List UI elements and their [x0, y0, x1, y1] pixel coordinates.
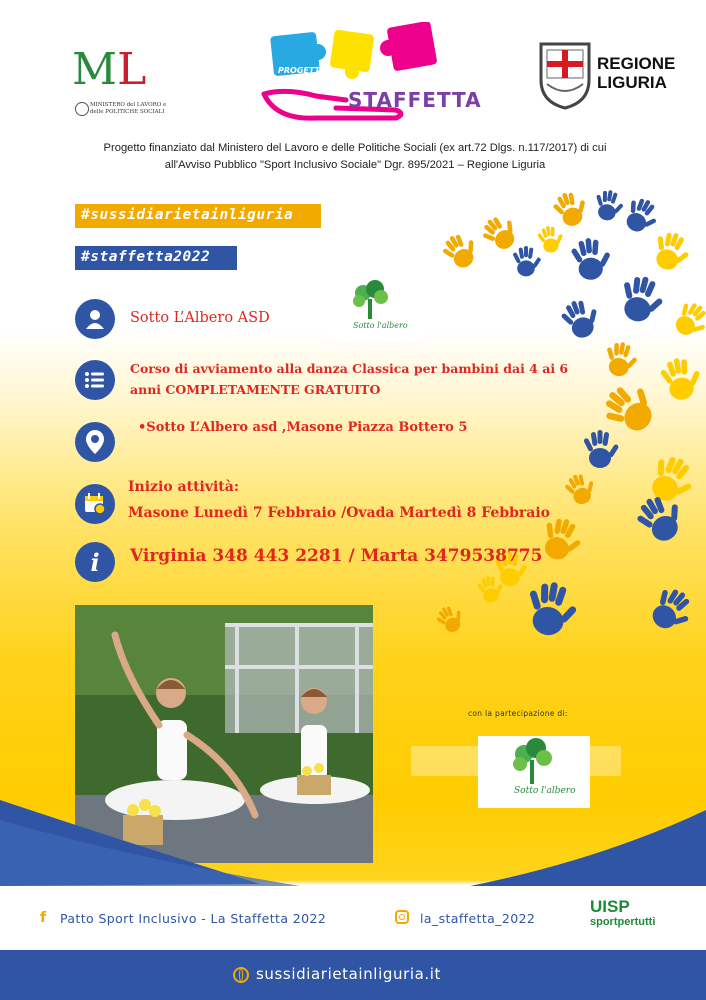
staffetta-logo — [256, 22, 482, 122]
hands-decoration — [430, 190, 706, 660]
association-name: Sotto L’Albero ASD — [130, 310, 270, 326]
intro-line-1: Progetto finanziato dal Ministero del Lavoro e delle Politiche Sociali (ex art.72 Dlgs. n.117/2017) di cui — [103, 142, 607, 154]
facebook-page-name[interactable]: Patto Sport Inclusivo - La Staffetta 2022 — [60, 911, 327, 926]
location-text: •Sotto L’Albero asd ,Masone Piazza Bottero 5 — [138, 420, 468, 435]
tree-icon-2 — [478, 736, 590, 808]
uisp-logo — [590, 898, 655, 929]
footer-social — [0, 886, 706, 950]
uisp-name: UISP — [590, 897, 630, 916]
schedule-dates: Masone Lunedì 7 Febbraio /Ovada Martedì 8 Febbraio — [128, 505, 551, 521]
hand-shape — [438, 228, 483, 274]
ministero-logo — [72, 44, 172, 123]
hand-shape — [550, 190, 592, 230]
ml-letter-m: M — [72, 44, 118, 95]
course-line-2: anni COMPLETAMENTE GRATUITO — [130, 382, 381, 397]
hand-shape — [619, 193, 664, 239]
hand-shape — [643, 581, 700, 639]
calendar-icon — [75, 484, 115, 524]
contact-text: Virginia 348 443 2281 / Marta 3479538775 — [130, 546, 543, 566]
footer-website-bar — [0, 950, 706, 1000]
ministero-caption: MINISTERO del LAVORO e delle POLITICHE SOCIALI — [90, 102, 167, 115]
intro-text — [60, 140, 650, 174]
hand-shape — [477, 209, 524, 256]
hand-shape — [648, 227, 695, 275]
instagram-icon[interactable] — [395, 910, 409, 924]
regione-line2: LIGURIA — [597, 73, 667, 92]
course-description — [130, 358, 568, 400]
location-pin-icon — [75, 422, 115, 462]
info-icon: i — [75, 542, 115, 582]
hashtag-staffetta: #staffetta2022 — [75, 246, 237, 270]
hand-shape — [583, 430, 619, 468]
ml-letter-l: L — [117, 44, 147, 95]
sotto-albero-logo-bottom — [478, 736, 590, 808]
website-link[interactable]: sussidiarietainliguria.it — [256, 965, 442, 983]
instagram-handle[interactable]: la_staffetta_2022 — [420, 911, 536, 926]
hand-shape — [570, 236, 613, 281]
course-line-1: Corso di avviamento alla danza Classica per bambini dai 4 ai 6 — [130, 361, 569, 376]
hand-shape — [668, 296, 706, 343]
hand-shape — [562, 470, 600, 509]
hand-shape — [596, 374, 664, 442]
liguria-shield-icon — [537, 40, 593, 110]
schedule — [128, 474, 550, 526]
hand-shape — [536, 224, 566, 255]
hand-shape — [522, 578, 581, 639]
facebook-icon[interactable]: f — [40, 910, 47, 926]
hand-shape — [658, 355, 705, 403]
bottom-wave-decoration — [0, 800, 706, 890]
hashtag-sussidiarieta: #sussidiarietainliguria — [75, 204, 321, 228]
hand-shape — [592, 190, 626, 223]
hand-shape — [557, 295, 604, 343]
staffetta-wordmark: STAFFETTA — [348, 88, 482, 112]
tree-icon — [323, 277, 423, 341]
italy-emblem-icon — [75, 102, 89, 116]
sotto-albero-logo-text-2: Sotto l'albero — [514, 786, 576, 796]
hand-shape — [512, 246, 541, 276]
sotto-albero-logo-top — [323, 277, 423, 341]
list-icon — [75, 360, 115, 400]
regione-line1: REGIONE — [597, 54, 676, 73]
globe-icon — [233, 967, 249, 983]
hand-shape — [615, 272, 669, 327]
user-icon — [75, 299, 115, 339]
hand-shape — [602, 340, 640, 379]
hand-shape — [433, 601, 468, 637]
intro-line-2: all'Avviso Pubblico "Sport Inclusivo Sociale" Dgr. 895/2021 – Regione Liguria — [164, 159, 546, 171]
progetto-label: PROGETTO — [278, 66, 327, 75]
participation-label: con la partecipazione di: — [468, 709, 568, 718]
uisp-tagline: sportpertutti — [590, 916, 656, 928]
sotto-albero-logo-text: Sotto l'albero — [353, 321, 408, 330]
schedule-title: Inizio attività: — [128, 479, 240, 495]
regione-liguria-logo — [537, 40, 677, 112]
